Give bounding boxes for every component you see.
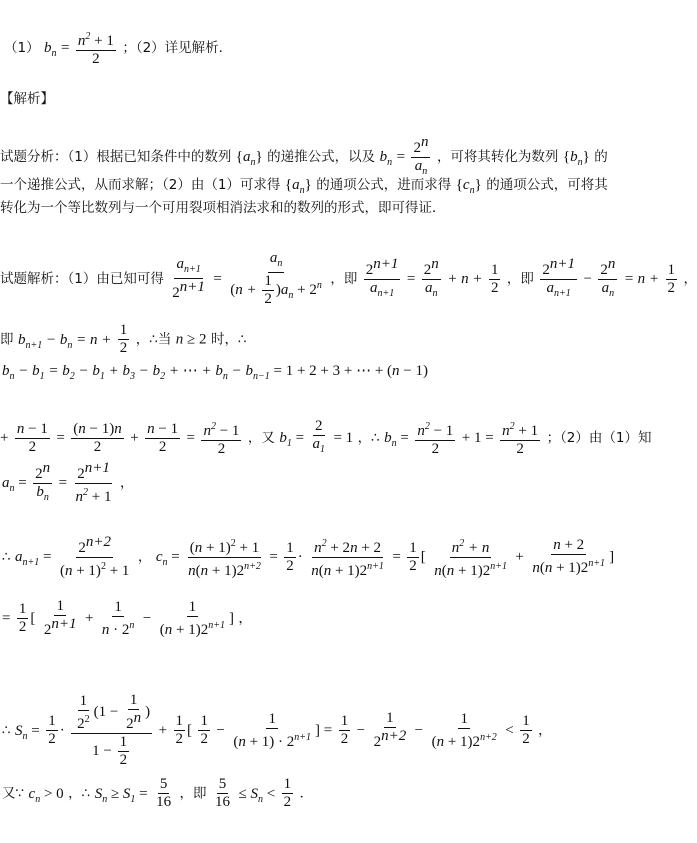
solution-line-9: 又∵ $c_n > 0$ ，∴ $S_n \ge S_1$ = $\frac{5}{16}$ ，即 $\frac{5}{16}$ ≤ $S_n$ < $\frac{1}{2}$ ．: [2, 776, 314, 810]
solution-line-2: 即 $b_{n+1} - b_n = n$ + $\frac{1}{2}$ ，∴当 n ≥ 2 时，∴: [0, 322, 247, 356]
analysis-line-2: 一个递推公式，从而求解；（2）由（1）可求得 $\{a_n\}$ 的通项公式，进而求得 $\{c_n\}$ 的通项公式，可将其: [0, 177, 608, 196]
analysis-line-3: 转化为一个等比数列与一个可用裂项相消法求和的数列的形式，即可得证．: [0, 200, 446, 216]
solution-line-1: 试题解析：（1）由已知可得 $\frac{a_{n+1}}{2^{n+1}}$ = $a_n$ (n + $\frac{1}{2}$ )$a_n + 2^n$ ，即 $\frac{2^{n+1}}{a_{n+1}}$ = $\frac{2^n}{a_n}$ + n + $\frac{1}{2}$ ，即 $\frac{2^{n+1}}{a_{n+1}}$ − $\frac{2^n}{a_n}$ = n + $\frac{1}{2}$ ，: [0, 250, 697, 307]
solution-label: 试题解析：: [0, 271, 68, 287]
analysis-line2-c: 的通项公式，可将其: [486, 177, 608, 193]
solution-line-5: $a_n$ = $\frac{2^n}{b_n}$ = $\frac{2^{n+1}}{n^2 + 1}$ ，: [2, 460, 134, 505]
solution-text-5: ，∴当: [135, 331, 172, 348]
solution-line-7: = $\frac{1}{2}$ [ $\frac{1}{2^{n+1}}$ + $\frac{1}{n \cdot 2^n}$ − $\frac{1}{(n + 1)2^{n+1}}$ ] ，: [2, 598, 252, 638]
solution-line-6: ∴ $a_{n+1}$ = $\frac{2^{n+2}}{(n + 1)^2 + 1}$ ， $c_n$ = $\frac{(n + 1)^2 + 1}{n(n + 1)2^{n+2}}$ = $\frac{1}{2}$ · $\frac{n^2 + 2n + 2}{n(n + 1)2^{n+1}}$ = $\frac{1}{2}$ [ $\frac{n^2 + n}{n(n + 1)2^{n+1}}$ + $\frac{n + 2}{n(n + 1)2^{n+1}}$ ]: [2, 534, 615, 579]
solution-text-6: 时，∴: [210, 331, 247, 348]
solution-text-2: ，即: [330, 271, 358, 287]
solution-text-8: ，∴: [357, 430, 380, 446]
solution-text-1: （1）由已知可得: [67, 271, 164, 287]
analysis-text-2: 的递推公式，以及: [267, 149, 376, 165]
solution-text-13: ，即: [179, 785, 207, 802]
solution-text-11: 又∵: [2, 785, 25, 802]
solution-line-8: ∴ $S_n$ = $\frac{1}{2}$ · $\frac{1}{2^2}$ (1 − $\frac{1}{2^n}$ ) 1 − $\frac{1}{2}$ + $\frac{1}{2}$ [ $\frac{1}{2}$ − $\frac{1}{(n + 1) \cdot 2^{n+1}}$ ] = $\frac{1}{2}$ − $\frac{1}{2^{n+2}}$ − $\frac{1}{(n + 1)2^{n+2}}$ < $\frac{1}{2}$ ，: [2, 692, 552, 768]
solution-text-9: ；（2）由（1）知: [546, 430, 652, 446]
solution-text-10: ∴: [2, 549, 11, 565]
solution-text-7: ，又: [247, 430, 275, 446]
answer-part1-label: （1）: [4, 40, 40, 56]
solution-text-3: ，即: [506, 271, 534, 287]
answer-line: （1） $b_n$ = $\frac{n^2 + 1}{2}$ ；（2）详见解析．: [4, 28, 630, 68]
analysis-line2-b: 的通项公式，进而求得: [316, 177, 452, 193]
solution-text-12: ，∴: [68, 785, 91, 802]
solution-text-4: 即: [0, 331, 14, 348]
analysis-text-3: ，可将其转化为数列: [436, 149, 559, 165]
analysis-text-1: （1）根据已知条件中的数列: [67, 149, 232, 165]
analysis-label: 试题分析：: [0, 149, 68, 165]
answer-part2-text: ；（2）详见解析．: [122, 40, 233, 56]
analysis-line-1: 试题分析：（1）根据已知条件中的数列 $\{a_n\}$ 的递推公式，以及 $b_n$ = $\frac{2^n}{a_n}$ ，可将其转化为数列 $\{b_n\}$ 的: [0, 134, 608, 177]
solution-line-4: + $\frac{n - 1}{2}$ = $\frac{(n - 1)n}{2}$ + $\frac{n - 1}{2}$ = $\frac{n^2 - 1}{2}$ ，又 $b_1$ = $\frac{2}{a_1}$ = 1 ，∴ $b_n$ = $\frac{n^2 - 1}{2}$ + 1 = $\frac{n^2 + 1}{2}$ ；（2）由（1）知: [0, 418, 652, 457]
analysis-text-4: 的: [594, 149, 608, 165]
solution-line-3: $b_n - b_1 = b_2 - b_1 + b_3 - b_2$ + ⋯ + $b_n - b_{n-1} = 1 + 2 + 3$ + ⋯ + (n − 1): [2, 363, 429, 382]
section-title: 【解析】: [0, 91, 54, 107]
analysis-line2-a: 一个递推公式，从而求解；（2）由（1）可求得: [0, 177, 281, 193]
